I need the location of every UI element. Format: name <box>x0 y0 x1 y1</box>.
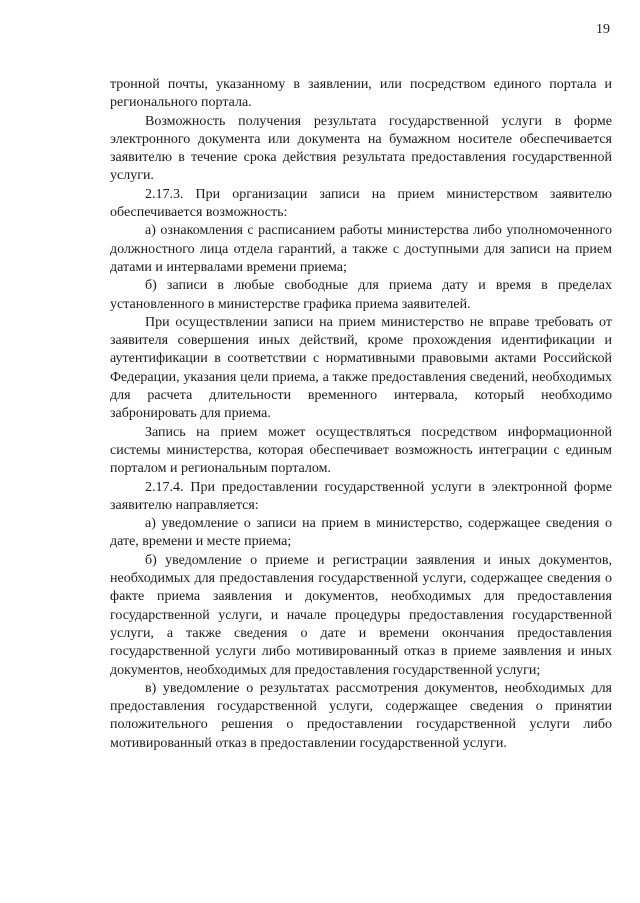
document-body <box>110 76 612 753</box>
paragraph-record-system: Запись на прием может осуществляться посредством информационной системы министерства, которая обеспечивает возможность интеграции с единым порталом и региональным порталом. <box>110 424 612 477</box>
paragraph-record-requirements: При осуществлении записи на прием министерство не вправе требовать от заявителя совершения иных действий, кроме прохождения идентификации и аутентификации в соответствии с нормативными правовыми актами Российской Федерации, указания цели приема, а также предоставления сведений, необходимых для расчета длительности временного интервала, который необходимо забронировать для приема. <box>110 314 612 422</box>
paragraph-result-electronic: Возможность получения результата государственной услуги в форме электронного документа или документа на бумажном носителе обеспечивается заявителю в течение срока действия результата предоставления государственной услуги. <box>110 113 612 184</box>
paragraph-2-17-3: 2.17.3. При организации записи на прием министерством заявителю обеспечивается возможность: <box>110 186 612 221</box>
paragraph-2-17-3-b: б) записи в любые свободные для приема дату и время в пределах установленного в министерстве графика приема заявителей. <box>110 278 612 312</box>
paragraph-2-17-4-a: а) уведомление о записи на прием в министерство, содержащее сведения о дате, времени и месте приема; <box>110 516 612 550</box>
paragraph-2-17-4-v: в) уведомление о результатах рассмотрения документов, необходимых для предоставления государственной услуги, содержащее сведения о принятии положительного решения о предоставлении государственной услуги либо мотивированный отказ в предоставлении государственной услуги. <box>110 680 612 751</box>
paragraph-email-portal: тронной почты, указанному в заявлении, или посредством единого портала и регионального портала. <box>110 77 612 111</box>
page-number: 19 <box>596 22 610 37</box>
paragraph-2-17-4-b: б) уведомление о приеме и регистрации заявления и иных документов, необходимых для предоставления государственной услуги, содержащее сведения о факте приема заявления и документов, необходимых для предоставления государственной услуги, и начале процедуры предоставления государственной услуги, а также сведения о дате и времени окончания предоставления государственной услуги либо мотивированный отказ в приеме заявления и иных документов, необходимых для предоставления государственной услуги; <box>110 552 612 678</box>
paragraph-2-17-3-a: а) ознакомления с расписанием работы министерства либо уполномоченного должностного лица отдела гарантий, а также с доступными для записи на прием датами и интервалами времени приема; <box>110 223 612 275</box>
paragraph-2-17-4: 2.17.4. При предоставлении государственной услуги в электронной форме заявителю направляется: <box>110 479 612 513</box>
